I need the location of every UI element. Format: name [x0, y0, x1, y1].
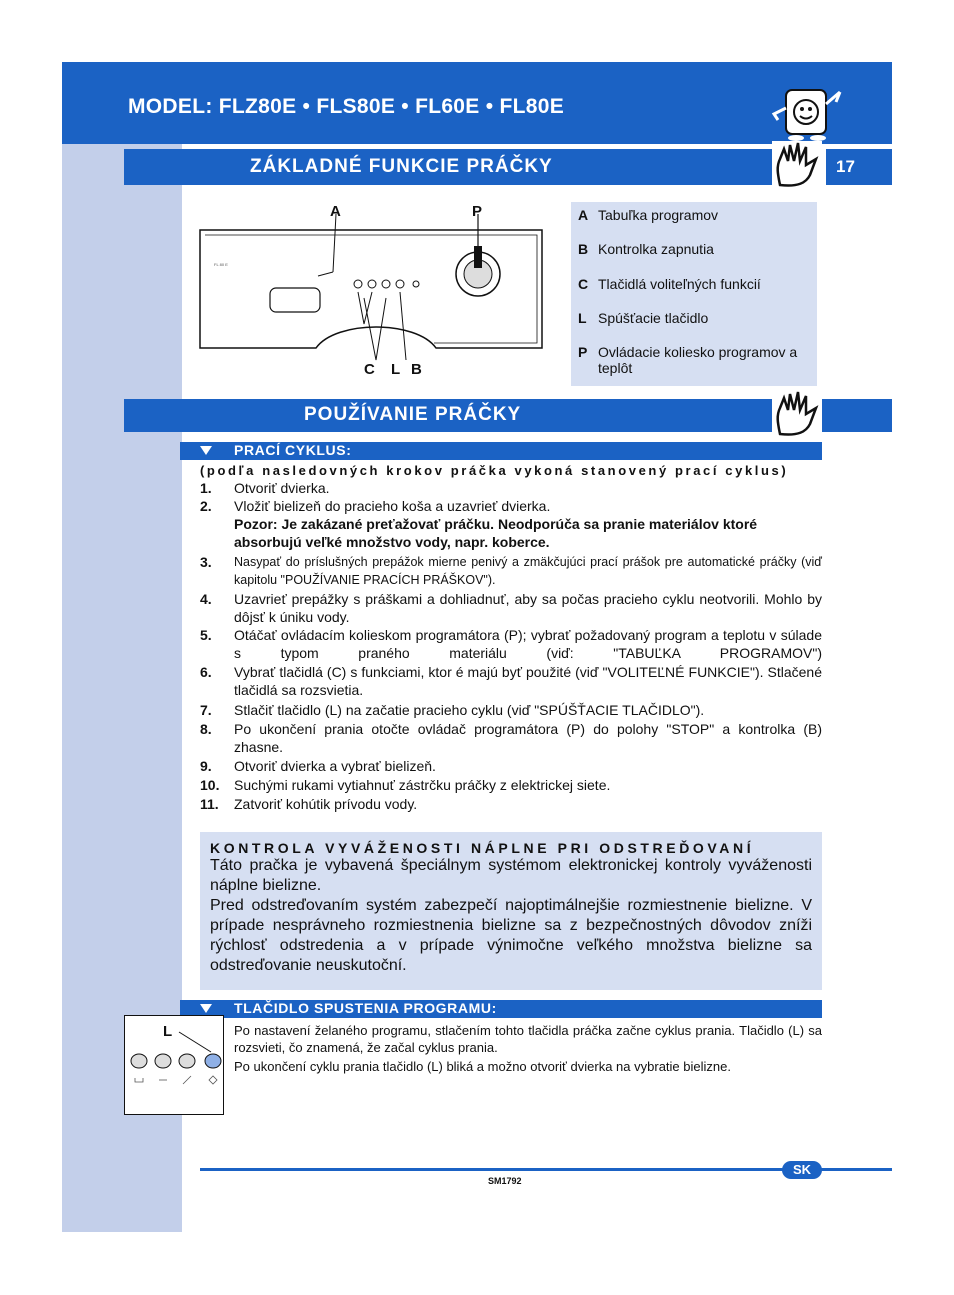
- legend-item: C Tlačidlá voliteľných funkcií: [578, 276, 761, 292]
- label-l: L: [391, 361, 401, 378]
- list-item: 2. Vložiť bielizeň do pracieho koša a uzavrieť dvierka.: [200, 498, 551, 514]
- balance-paragraph: Pred odstreďovaním systém zabezpečí najoptimálnejšie rozmiestnenie bielizne. V prípade nesprávneho rozmiestnenia bielizne sa z bezpečnostných dôvodov zníži rýchlosť odstredenia a v prípade výnimočne veľkého množstva bielizne sa odstreďovanie neuskutoční.: [210, 897, 812, 974]
- list-item: 4. Uzavrieť prepážky s práškami a dohliadnuť, aby sa počas pracieho cyklu neotvorili. Mohlo by dôjsť k úniku vody.: [200, 591, 822, 625]
- balance-title: KONTROLA VYVÁŽENOSTI NÁPLNE PRI ODSTREĎOVANÍ: [210, 840, 755, 856]
- section-title-using: POUŽÍVANIE PRÁČKY: [304, 404, 522, 425]
- balance-paragraph: Táto pračka je vybavená špeciálnym systémom elektronickej kontroly vyváženosti náplne bielizne.: [210, 857, 812, 894]
- balance-control-box: [200, 832, 822, 990]
- list-item: 11. Zatvoriť kohútik prívodu vody.: [200, 796, 418, 812]
- section-bar-basic-functions: [124, 149, 772, 185]
- list-item: 8. Po ukončení prania otočte ovládač programátora (P) do polohy "STOP" a kontrolka (B) zhasne.: [200, 721, 822, 755]
- control-panel-diagram: [196, 200, 548, 385]
- list-item: 10. Suchými rukami vytiahnuť zástrčku práčky z elektrickej siete.: [200, 777, 611, 793]
- label-l: L: [163, 1023, 173, 1040]
- warning-text: Pozor: Je zakázané preťažovať práčku. Neodporúča sa pranie materiálov ktoré absorbujú veľké množstvo vody, napr. koberce.: [234, 516, 758, 550]
- model-title: MODEL: FLZ80E • FLS80E • FL60E • FL80E: [128, 95, 565, 118]
- legend-box: [571, 202, 817, 386]
- list-item: 3. Nasypať do príslušných prepážok mierne penivý a zmäkčujúci prací prášok pre automatické práčky (viď kapitolu "POUŽÍVANIE PRACÍCH PRÁŠKOV").: [200, 554, 822, 587]
- subsection-bar-start-button: [180, 1000, 822, 1018]
- list-item: 9. Otvoriť dvierka a vybrať bielizeň.: [200, 758, 436, 774]
- start-button-illustration: [124, 1015, 224, 1115]
- label-p: P: [472, 203, 483, 220]
- washer-mascot-icon: [768, 84, 848, 144]
- legend-item: P Ovládacie koliesko programov a teplôt: [578, 344, 798, 376]
- label-a: A: [330, 203, 341, 220]
- legend-item: B Kontrolka zapnutia: [578, 241, 714, 257]
- list-item: 6. Vybrať tlačidlá (C) s funkciami, ktor é majú byť použité (viď "VOLITEĽNÉ FUNKCIE"). Stlačené tlačidlá sa rozsvietia.: [200, 664, 822, 698]
- subsection-title-wash-cycle: PRACÍ CYKLUS:: [234, 442, 352, 458]
- label-c: C: [364, 361, 375, 378]
- triangle-down-icon: [200, 446, 212, 455]
- subsection-bar-wash-cycle: [180, 442, 822, 460]
- start-paragraph: Po nastavení želaného programu, stlačením tohto tlačidla práčka začne cyklus prania. Tlačidlo (L) sa rozsvieti, čo znamená, že začal cyklus prania.: [234, 1023, 822, 1055]
- list-item: 5. Otáčať ovládacím kolieskom programátora (P); vybrať požadovaný program a teplotu v súlade s typom praného materiálu (viď: "TABUĽKA PROGRAMOV"): [200, 627, 822, 661]
- hand-icon: [772, 390, 822, 440]
- start-paragraph: Po ukončení cyklu prania tlačidlo (L) bliká a možno otvoriť dvierka na vybratie bielizne.: [234, 1059, 731, 1074]
- subsection-title-start-button: TLAČIDLO SPUSTENIA PROGRAMU:: [234, 1000, 497, 1016]
- list-item: 1. Otvoriť dvierka.: [200, 480, 330, 496]
- language-badge: SK: [782, 1161, 822, 1179]
- label-b: B: [411, 361, 422, 378]
- panel-text: FL 80 E: [214, 262, 228, 267]
- document-code: SM1792: [488, 1176, 522, 1186]
- steps-intro: (podľa nasledovných krokov práčka vykoná stanovený prací cyklus): [200, 463, 789, 478]
- list-item: 7. Stlačiť tlačidlo (L) na začatie pracieho cyklu (viď "SPÚŠŤACIE TLAČIDLO").: [200, 702, 705, 718]
- hand-icon: [772, 141, 822, 191]
- triangle-down-icon: [200, 1004, 212, 1013]
- legend-item: L Spúšťacie tlačidlo: [578, 310, 709, 326]
- page-number: 17: [836, 157, 855, 176]
- section-title-basic-functions: ZÁKLADNÉ FUNKCIE PRÁČKY: [250, 156, 553, 177]
- legend-item: A Tabuľka programov: [578, 207, 719, 223]
